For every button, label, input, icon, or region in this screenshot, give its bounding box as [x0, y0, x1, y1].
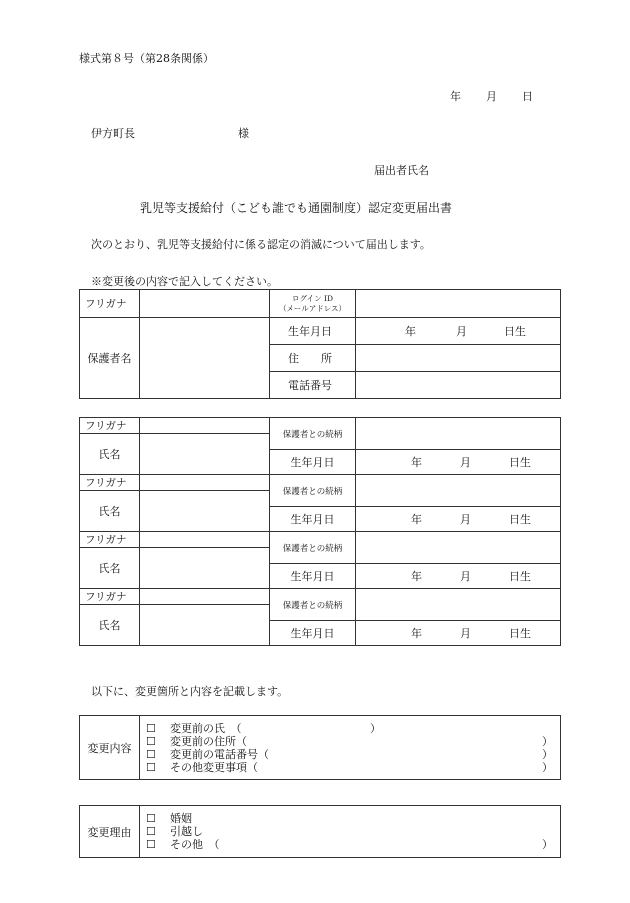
close-paren: ）	[542, 760, 553, 774]
login-id-field[interactable]	[356, 290, 561, 318]
child-furigana-field[interactable]	[140, 418, 270, 434]
child-name-label: 氏名	[80, 548, 140, 589]
guardian-address-field[interactable]	[356, 345, 561, 372]
child-relation-field[interactable]	[356, 589, 561, 621]
child-birth-month: 月	[460, 513, 471, 526]
child-birth-month: 月	[460, 456, 471, 469]
guardian-birth-day: 日生	[504, 325, 526, 338]
child-birth-year: 年	[411, 456, 422, 469]
child-birthdate-field[interactable]	[356, 621, 561, 646]
guardian-address-label: 住 所	[270, 345, 356, 372]
child-birth-month: 月	[460, 627, 471, 640]
child-name-label: 氏名	[80, 434, 140, 475]
child-birth-year: 年	[411, 513, 422, 526]
guardian-phone-field[interactable]	[356, 372, 561, 399]
guardian-birthdate-label: 生年月日	[270, 318, 356, 345]
change-reason-table	[79, 805, 561, 858]
addressee: 伊方町長	[91, 127, 135, 140]
form-number: 様式第８号（第28条関係）	[79, 52, 214, 65]
child-relation-field[interactable]	[356, 418, 561, 450]
checkbox-icon[interactable]: ☐	[146, 721, 156, 735]
page-title: 乳児等支援給付（こども誰でも通園制度）認定変更届出書	[140, 201, 453, 215]
guardian-furigana-field[interactable]	[140, 290, 270, 318]
change-option-other[interactable]	[146, 761, 560, 774]
date-day-label: 日	[522, 90, 533, 103]
change-option-phone[interactable]	[146, 748, 560, 761]
honorific: 様	[238, 127, 249, 140]
child-birthdate-label: 生年月日	[270, 507, 356, 532]
guardian-birth-month: 月	[456, 325, 467, 338]
child-furigana-label: フリガナ	[80, 589, 140, 605]
child-birth-day: 日生	[509, 570, 531, 583]
reason-option-label: 引越し	[170, 825, 203, 838]
child-birth-month: 月	[460, 570, 471, 583]
change-content-label: 変更内容	[80, 716, 140, 780]
guardian-name-field[interactable]	[140, 318, 270, 399]
child-birth-day: 日生	[509, 513, 531, 526]
guardian-birth-year: 年	[405, 325, 416, 338]
close-paren: ）	[542, 747, 553, 761]
child-birth-day: 日生	[509, 627, 531, 640]
checkbox-icon[interactable]: ☐	[146, 825, 156, 838]
reason-option-label: その他 （	[170, 838, 220, 851]
guardian-furigana-label: フリガナ	[80, 290, 140, 318]
child-name-label: 氏名	[80, 491, 140, 532]
reason-option-label: 婚姻	[170, 812, 192, 825]
child-name-field[interactable]	[140, 605, 270, 646]
guardian-table	[79, 289, 561, 399]
change-content-options	[140, 716, 561, 780]
checkbox-icon[interactable]: ☐	[146, 734, 156, 748]
child-name-label: 氏名	[80, 605, 140, 646]
guardian-birthdate-field[interactable]	[356, 318, 561, 345]
reason-option-other[interactable]	[146, 838, 560, 851]
child-relation-label: 保護者との続柄	[270, 589, 356, 621]
date-month-label: 月	[486, 90, 497, 103]
changes-intro: 以下に、変更箇所と内容を記載します。	[91, 685, 289, 698]
child-name-field[interactable]	[140, 491, 270, 532]
login-id-label-line1: ログイン ID	[292, 293, 333, 303]
child-name-field[interactable]	[140, 548, 270, 589]
change-reason-label: 変更理由	[80, 806, 140, 858]
change-option-label: 変更前の住所（	[170, 734, 247, 748]
child-birth-year: 年	[411, 627, 422, 640]
checkbox-icon[interactable]: ☐	[146, 812, 156, 825]
child-birthdate-field[interactable]	[356, 564, 561, 589]
child-birthdate-label: 生年月日	[270, 450, 356, 475]
child-relation-label: 保護者との続柄	[270, 418, 356, 450]
close-paren: ）	[370, 721, 381, 735]
child-furigana-label: フリガナ	[80, 418, 140, 434]
child-furigana-field[interactable]	[140, 589, 270, 605]
child-birthdate-label: 生年月日	[270, 564, 356, 589]
child-relation-field[interactable]	[356, 532, 561, 564]
child-relation-field[interactable]	[356, 475, 561, 507]
change-reason-options	[140, 806, 561, 858]
guardian-phone-label: 電話番号	[270, 372, 356, 399]
change-option-surname[interactable]	[146, 722, 560, 735]
login-id-label	[270, 290, 356, 318]
submitter-name-label: 届出者氏名	[374, 164, 429, 177]
change-option-label: 変更前の電話番号（	[170, 747, 269, 761]
reason-option-marriage[interactable]	[146, 812, 560, 825]
date-year-label: 年	[450, 90, 461, 103]
close-paren: ）	[542, 734, 553, 748]
child-birth-year: 年	[411, 570, 422, 583]
reason-option-moving[interactable]	[146, 825, 560, 838]
note-text: ※変更後の内容で記入してください。	[91, 275, 278, 288]
child-furigana-field[interactable]	[140, 532, 270, 548]
checkbox-icon[interactable]: ☐	[146, 747, 156, 761]
change-option-address[interactable]	[146, 735, 560, 748]
child-relation-label: 保護者との続柄	[270, 475, 356, 507]
change-content-table	[79, 715, 561, 780]
child-birthdate-field[interactable]	[356, 450, 561, 475]
checkbox-icon[interactable]: ☐	[146, 838, 156, 851]
intro-text: 次のとおり、乳児等支援給付に係る認定の消滅について届出します。	[91, 238, 431, 251]
change-option-label: その他変更事項（	[170, 760, 258, 774]
child-birth-day: 日生	[509, 456, 531, 469]
child-name-field[interactable]	[140, 434, 270, 475]
login-id-label-line2: （メールアドレス）	[278, 303, 347, 313]
children-table	[79, 417, 561, 646]
checkbox-icon[interactable]: ☐	[146, 760, 156, 774]
change-option-label: 変更前の氏 （	[170, 721, 242, 735]
child-furigana-label: フリガナ	[80, 532, 140, 548]
child-birthdate-field[interactable]	[356, 507, 561, 532]
close-paren: ）	[542, 838, 553, 851]
child-furigana-field[interactable]	[140, 475, 270, 491]
child-furigana-label: フリガナ	[80, 475, 140, 491]
child-relation-label: 保護者との続柄	[270, 532, 356, 564]
guardian-name-label: 保護者名	[80, 318, 140, 399]
child-birthdate-label: 生年月日	[270, 621, 356, 646]
